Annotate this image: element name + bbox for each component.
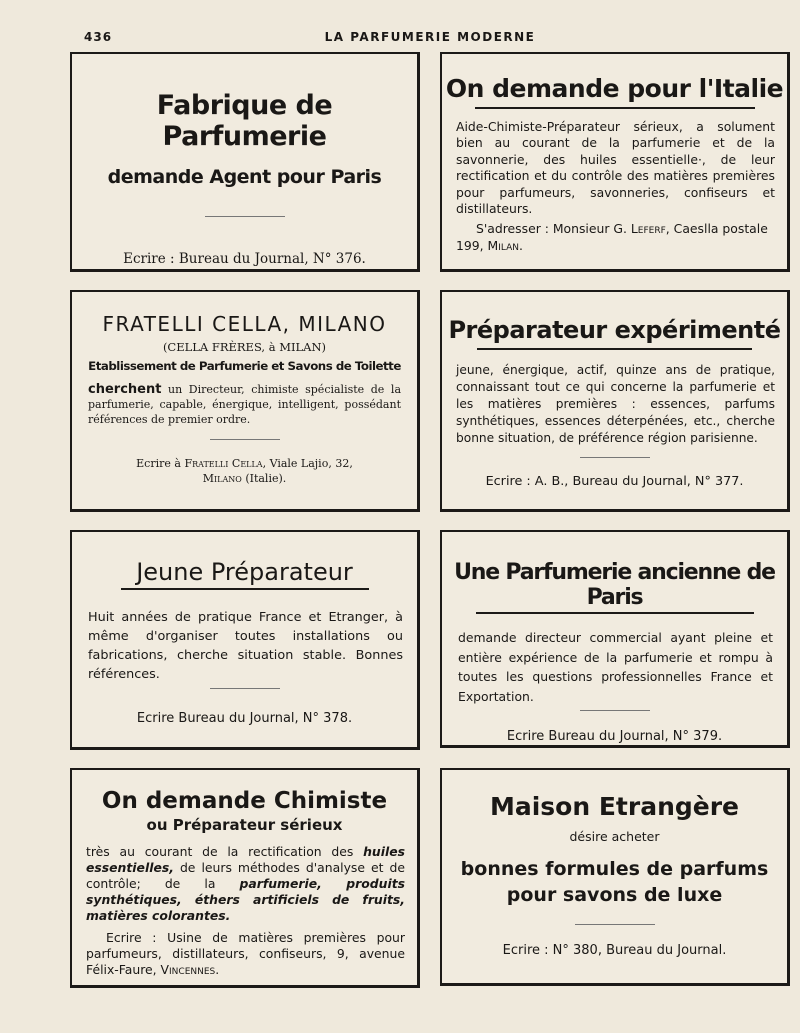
ad-body: Huit années de pratique France et Etranger, à même d'organiser toutes installations ou fabrications, cherche situation stable. Bonnes références. [88, 610, 403, 682]
contact-city: Milan. [487, 237, 523, 253]
ad-contact [72, 456, 417, 486]
ad-title: Jeune Préparateur [136, 558, 353, 586]
body-text: un Directeur, chimiste spécialiste de la parfumerie, capable, énergique, intelligent, possédant références de premier ordre. [88, 383, 401, 426]
ad-jeune-preparateur [70, 530, 420, 750]
ad-contact [86, 930, 405, 978]
ad-title: On demande Chimiste [101, 788, 388, 814]
ad-subtitle: demande Agent pour Paris [107, 166, 382, 188]
ad-fratelli-cella [70, 290, 420, 512]
ad-body: jeune, énergique, actif, quinze ans de pratique, connaissant tout ce qui concerne la parfumerie et les matières premières : essences, parfums synthétiques, essences déterpénées, etc., cherche bonne situation, de préférence région parisienne. [456, 363, 775, 445]
ad-subtitle: désire acheter [569, 829, 660, 844]
ad-maison-etrangere [440, 768, 790, 986]
ad-contact [456, 221, 775, 254]
ad-body: Aide-Chimiste-Préparateur sérieux, a solument bien au courant de la parfumerie et de la savonnerie, des huiles essentielle·, de leur rectification et du contrôle des matières premières pour parfumeurs, savonneries, confiseurs et distillateurs. [456, 119, 775, 217]
divider [210, 688, 280, 689]
ad-body [86, 844, 405, 924]
ad-preparateur-experimente [440, 290, 790, 512]
divider [575, 924, 655, 925]
title-underline [477, 348, 752, 350]
contact-line-1 [72, 456, 417, 471]
page-header [0, 24, 800, 54]
contact-address: Viale Lajio, 32, [269, 457, 353, 470]
ad-contact: Ecrire Bureau du Journal, N° 378. [136, 711, 353, 726]
contact-city: Vincennes. [160, 962, 220, 977]
ad-title: FRATELLI CELLA, MILANO [102, 312, 387, 336]
title-underline [475, 107, 755, 109]
ad-body: demande directeur commercial ayant pleine et entière expérience de la parfumerie et rompu à toutes les questions professionnelles France et Exportation. [458, 630, 773, 704]
ad-headline-1: bonnes formules de parfums [460, 858, 769, 880]
ad-contact: Ecrire : N° 380, Bureau du Journal. [502, 943, 727, 958]
ad-title: Une Parfumerie ancienne de Paris [454, 560, 775, 610]
contact-city: Milano [202, 472, 242, 485]
ad-title: Maison Etrangère [489, 792, 740, 821]
ad-headline-2: pour savons de luxe [506, 884, 723, 906]
divider [580, 710, 650, 711]
ad-fabrique-de-parfumerie [70, 52, 420, 272]
ad-subtitle: (CELLA FRÈRES, à MILAN) [162, 340, 327, 354]
contact-country: (Italie). [245, 472, 287, 485]
title-underline [476, 612, 754, 614]
ad-contact: Ecrire Bureau du Journal, N° 379. [506, 729, 723, 744]
contact-name: G. Leferf, [613, 221, 670, 237]
ad-tagline: Etablissement de Parfumerie et Savons de Toilette [88, 359, 401, 373]
ad-title: Fabrique de Parfumerie [156, 90, 333, 152]
contact-line-2 [72, 471, 417, 486]
contact-prefix: S'adresser : Monsieur [476, 221, 610, 237]
divider [205, 216, 285, 217]
contact-name: Fratelli Cella, [184, 457, 267, 470]
contact-prefix: Ecrire à [136, 457, 181, 470]
divider [580, 457, 650, 458]
contact-suffix: Caeslla postale 199, [456, 221, 768, 253]
ad-contact: Ecrire : Bureau du Journal, N° 376. [123, 251, 366, 267]
lead-word: cherchent [88, 382, 162, 397]
body-emphasis-2: parfumerie, produits synthétiques, éthers artificiels de fruits, matières colorantes. [86, 876, 405, 923]
page-number: 436 [84, 30, 113, 44]
ad-title: On demande pour l'Italie [445, 74, 784, 103]
ad-on-demande-chimiste [70, 768, 420, 988]
ad-contact: Ecrire : A. B., Bureau du Journal, N° 377. [485, 474, 744, 489]
body-text-1: très au courant de la rectification des [86, 844, 364, 859]
title-underline [121, 588, 369, 590]
ad-parfumerie-ancienne [440, 530, 790, 748]
divider [210, 439, 280, 440]
ad-title: Préparateur expérimenté [448, 316, 781, 344]
contact-text: Ecrire : Usine de matières premières pour parfumeurs, distillateurs, confiseurs, 9, avenue Félix-Faure, [86, 930, 405, 977]
body-emphasis-1: huiles essentielles, [86, 844, 405, 875]
ad-subtitle: ou Préparateur sérieux [146, 816, 343, 834]
body-text-2: de leurs méthodes d'analyse et de contrôle; de la [86, 860, 405, 891]
ad-body [88, 382, 401, 427]
running-title: LA PARFUMERIE MODERNE [324, 30, 536, 44]
ad-on-demande-pour-italie [440, 52, 790, 272]
